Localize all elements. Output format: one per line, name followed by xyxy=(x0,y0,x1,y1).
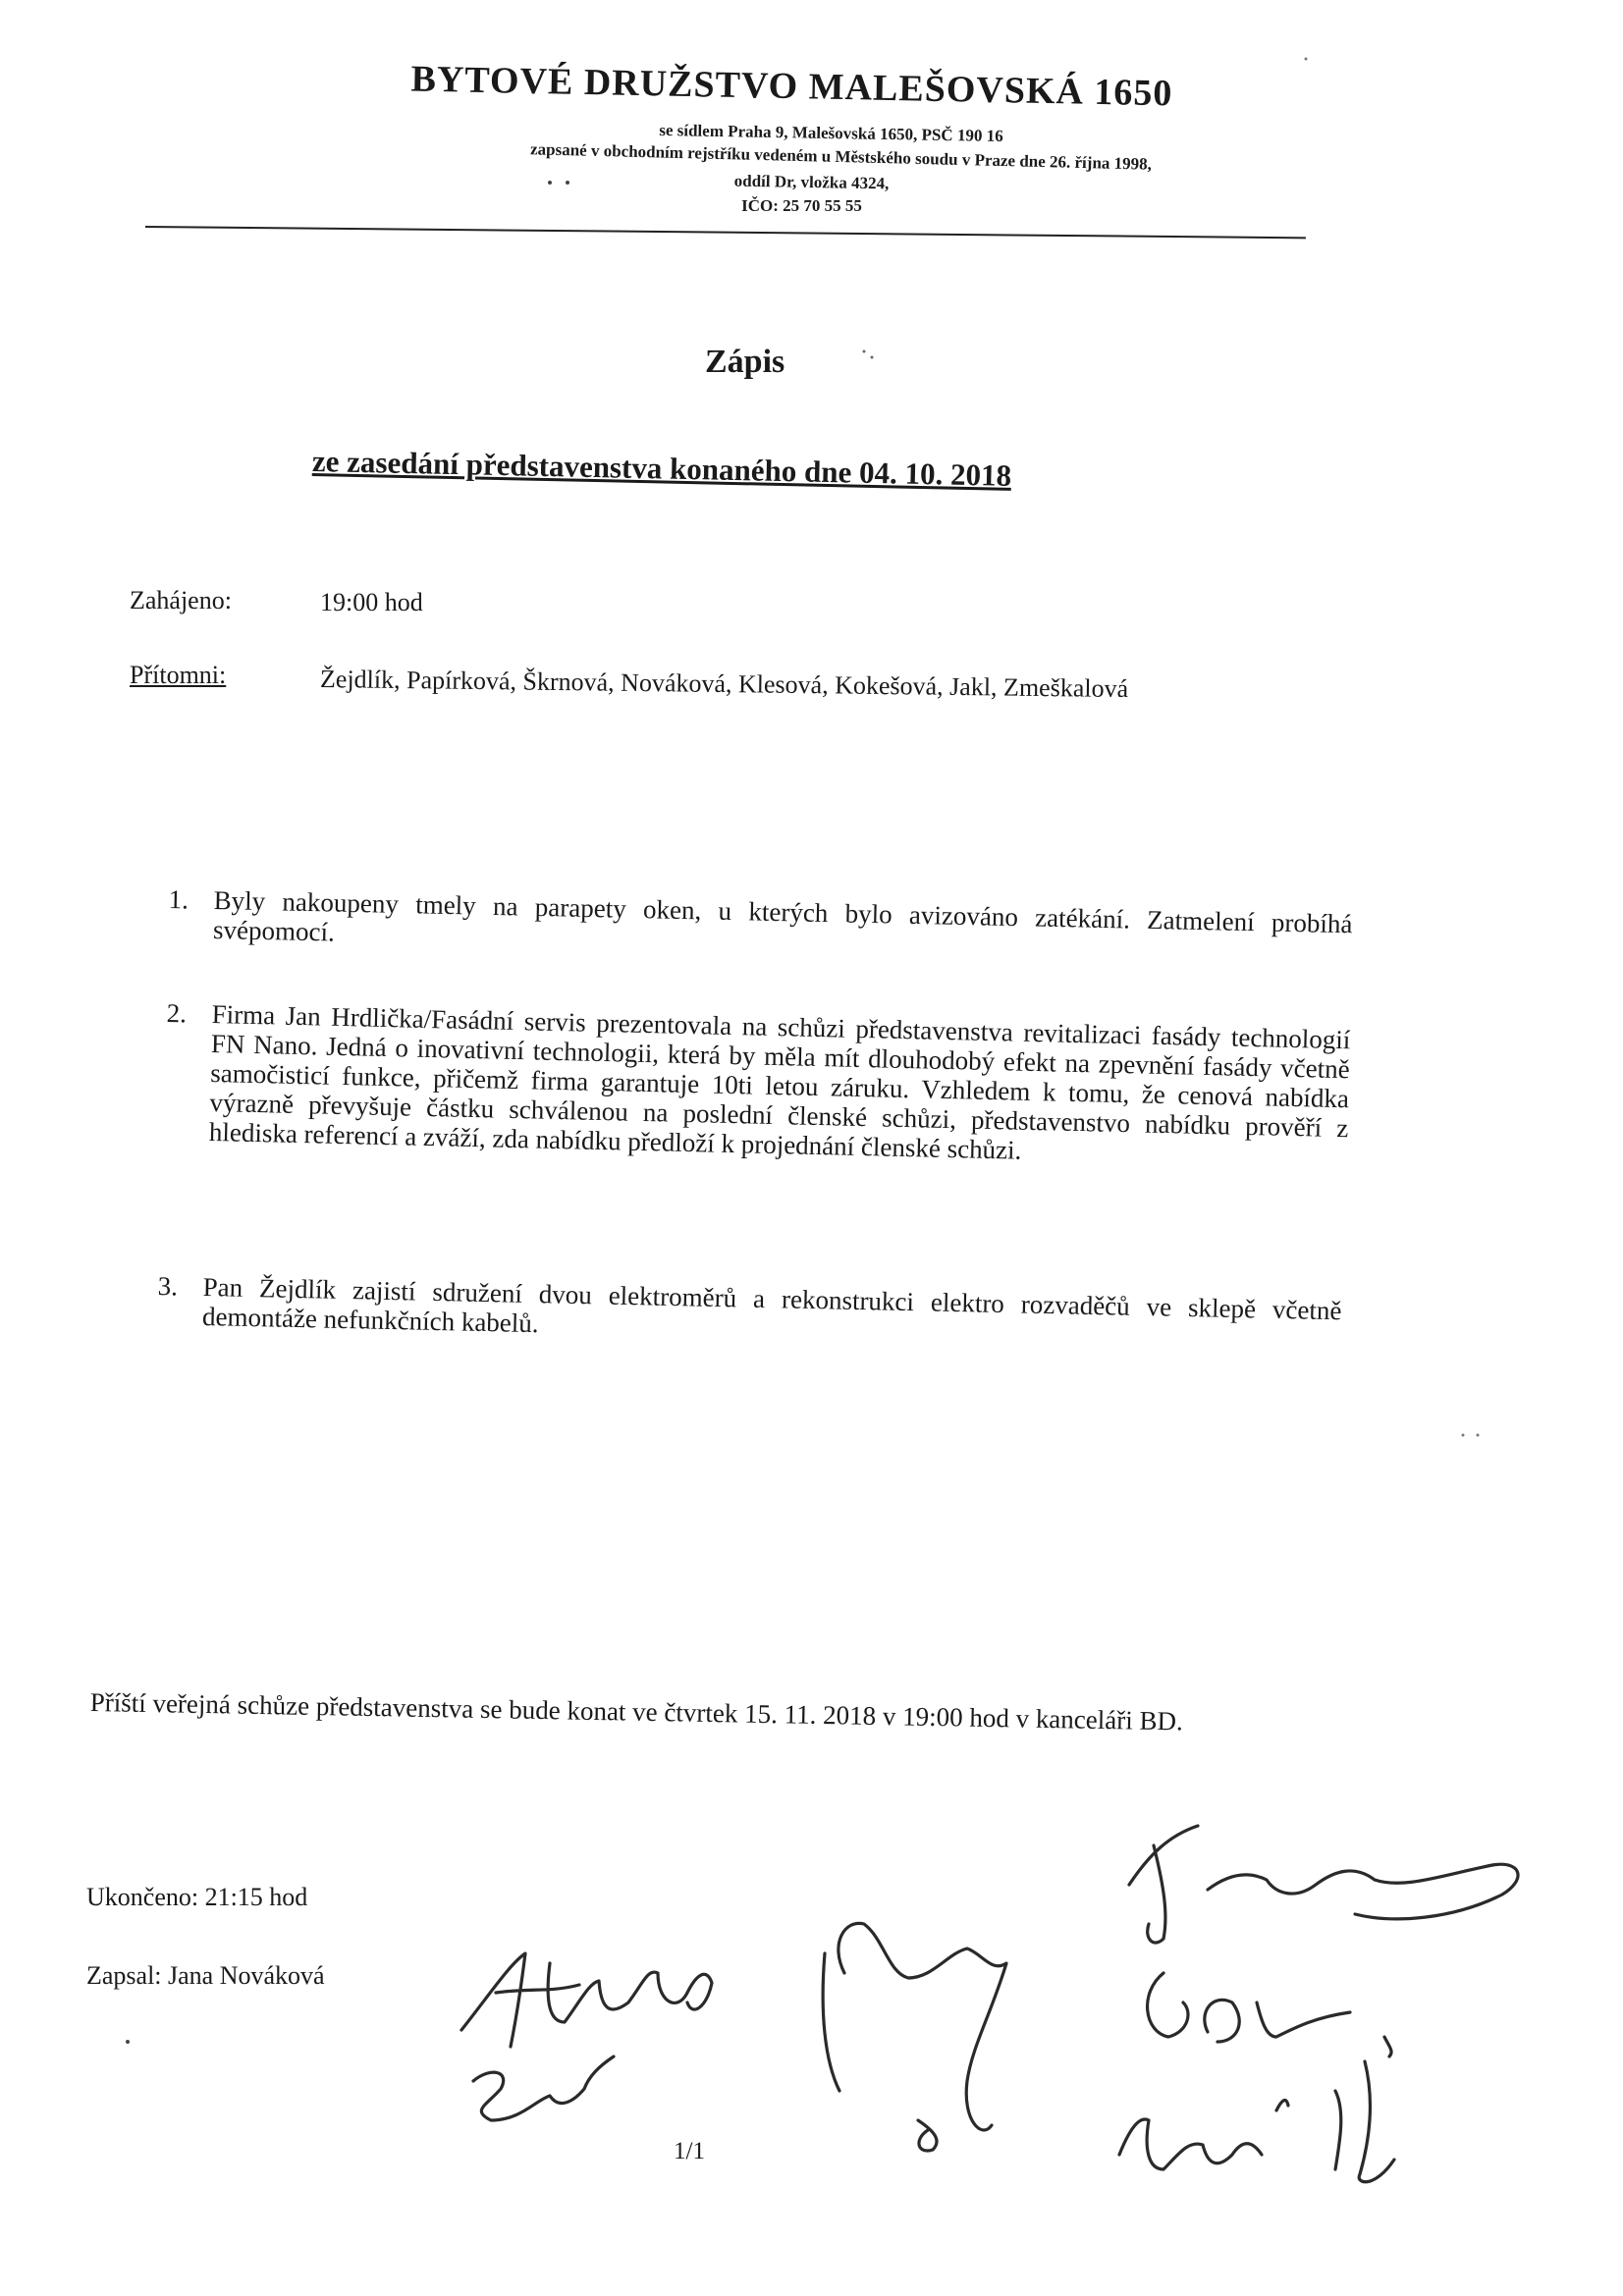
agenda-item xyxy=(168,884,1353,968)
item-number: 1. xyxy=(168,884,189,915)
document-title: Zápis xyxy=(705,344,785,380)
signature xyxy=(473,2056,614,2120)
recorded-by: Zapsal: Jana Nováková xyxy=(86,1961,325,1990)
signature xyxy=(1129,1826,1518,1943)
organization-name: BYTOVÉ DRUŽSTVO MALEŠOVSKÁ 1650 xyxy=(410,58,1173,115)
present-label: Přítomni: xyxy=(130,661,227,689)
signature xyxy=(1119,2061,1394,2182)
start-label: Zahájeno: xyxy=(130,586,232,614)
start-time: 19:00 hod xyxy=(320,588,423,616)
agenda-item xyxy=(166,997,1351,1172)
registry-section: oddíl Dr, vložka 4324, xyxy=(733,171,890,193)
company-id: IČO: 25 70 55 55 xyxy=(741,196,862,215)
end-time: Ukončeno: 21:15 hod xyxy=(86,1883,308,1911)
item-number: 3. xyxy=(157,1271,179,1302)
present-members: Žejdlík, Papírková, Škrnová, Nováková, Klesová, Kokešová, Jakl, Zmeškalová xyxy=(319,665,1129,704)
signature xyxy=(823,1923,1006,2151)
document-subtitle: ze zasedání představenstva konaného dne 04. 10. 2018 xyxy=(311,444,1012,493)
letterhead-divider xyxy=(145,226,1306,239)
page-number: 1/1 xyxy=(674,2138,705,2164)
signature xyxy=(461,1953,712,2047)
organization-seat: se sídlem Praha 9, Malešovská 1650, PSČ 190 16 xyxy=(659,120,1003,146)
next-meeting-note: Příští veřejná schůze představenstva se bude konat ve čtvrtek 15. 11. 2018 v 19:00 hod v kanceláři BD. xyxy=(89,1686,1184,1736)
item-text: Firma Jan Hrdlička/Fasádní servis prezentovala na schůzi představenstva revitalizaci fasády technologií FN Nano. Jedná o inovativní technologii, která by měla mít dlouhodobý efekt na zpevnění fasády včetně samočisticí funkce, přičemž firma garantuje 10ti letou záruku. Vzhledem k tomu, že cenová nabídka výrazně převyšuje částku schválenou na poslední členské schůzi, představenstvo nabídku prověří z hlediska referencí a zváží, zda nabídku předloží k projednání členské schůzi. xyxy=(208,999,1351,1165)
registry-info: zapsané v obchodním rejstříku vedeném u Městského soudu v Praze dne 26. října 1998, xyxy=(529,139,1153,174)
item-text: Byly nakoupeny tmely na parapety oken, u kterých bylo avizováno zatékání. Zatmelení probíhá svépomocí. xyxy=(212,885,1353,947)
agenda-item xyxy=(157,1271,1342,1355)
item-number: 2. xyxy=(166,997,188,1029)
item-text: Pan Žejdlík zajistí sdružení dvou elektroměrů a rekonstrukci elektro rozvaděčů ve sklepě včetně demontáže nefunkčních kabelů. xyxy=(201,1272,1342,1339)
signature xyxy=(1148,1973,1392,2056)
